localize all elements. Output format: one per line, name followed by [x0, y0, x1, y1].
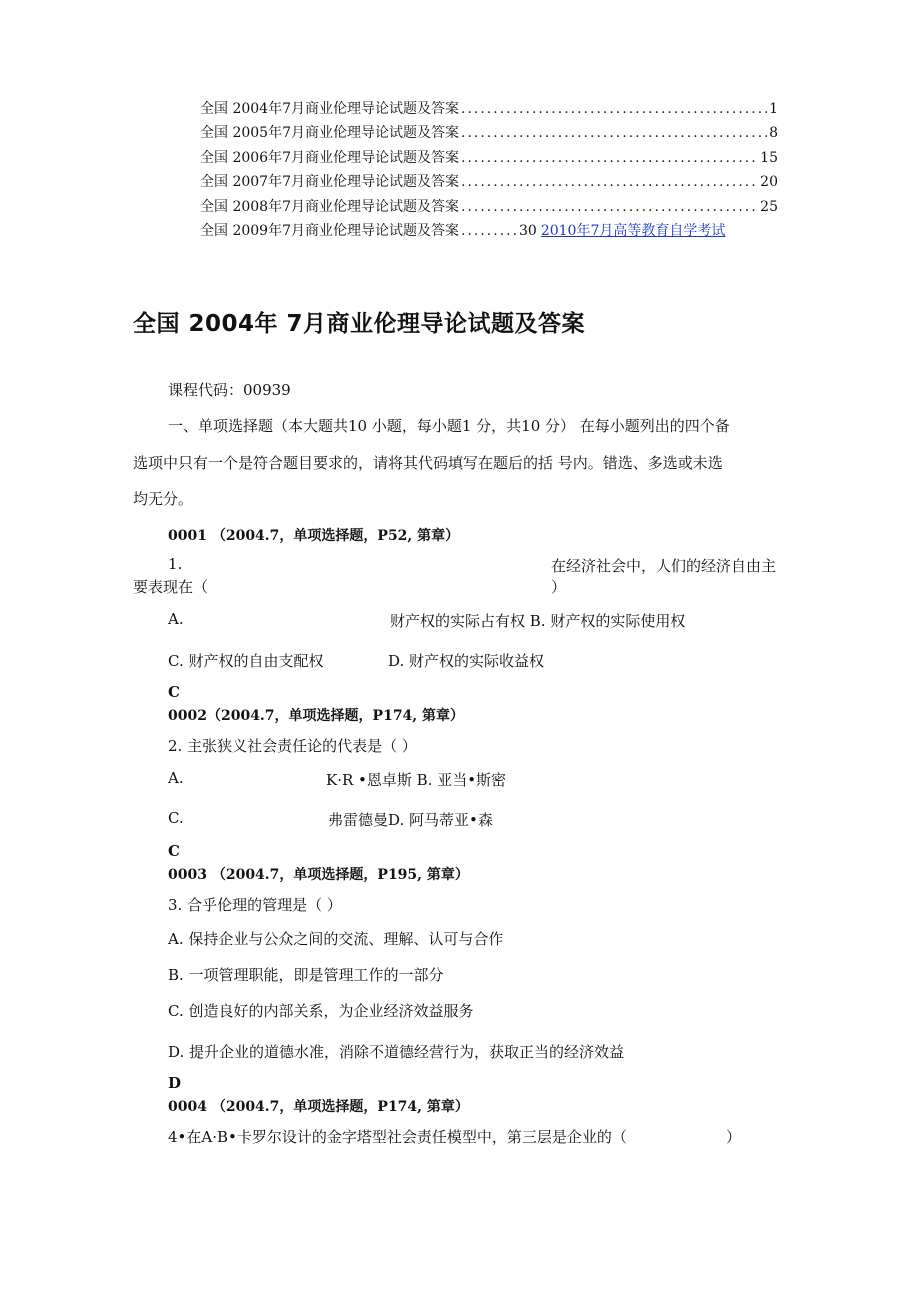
toc-dot-leader: [461, 101, 767, 117]
toc-link-2010-exam[interactable]: 2010年7月高等教育自学考试: [540, 222, 726, 239]
question-stem: 2. 主张狭义社会责任论的代表是（ ）: [168, 737, 417, 755]
instructions-line-1: 一、单项选择题（本大题共10 小题，每小题1 分，共10 分） 在每小题列出的四个备: [168, 417, 730, 435]
option-c-d: 弗雷德曼D. 阿马蒂亚•森: [328, 811, 493, 829]
instructions-line-2: 选项中只有一个是符合题目要求的，请将其代码填写在题后的括 号内。错选、多选或未选: [133, 454, 723, 472]
toc-dot-leader: [461, 150, 758, 166]
question-stem: 在经济社会中，人们的经济自由主: [551, 557, 777, 575]
option-a-label: A.: [168, 769, 184, 787]
question-bracket-close: ）: [551, 578, 567, 596]
toc-entry-title: 全国 2009年7月商业伦理导论试题及答案: [200, 222, 459, 239]
question-meta: 0002（2004.7，单项选择题，P174, 第章）: [168, 708, 465, 724]
option-a-b: K·R •恩卓斯 B. 亚当•斯密: [326, 771, 507, 789]
option-a-label: A.: [168, 610, 184, 628]
toc-dot-leader: [461, 199, 758, 215]
toc-dot-leader: [461, 125, 767, 141]
toc-entry-title: 全国 2005年7月商业伦理导论试题及答案: [200, 125, 459, 142]
question-stem-continued: 要表现在（: [133, 578, 209, 596]
question-stem: 4•在A·B•卡罗尔设计的金字塔型社会责任模型中，第三层是企业的（: [168, 1128, 627, 1146]
toc-entry[interactable]: [200, 196, 778, 220]
toc-entry-title: 全国 2004年7月商业伦理导论试题及答案: [200, 101, 459, 117]
toc-page-number: 15: [760, 149, 778, 166]
question-meta: 0004 （2004.7，单项选择题，P174, 第章）: [168, 1099, 469, 1115]
toc-page-number: 8: [769, 125, 778, 142]
option-c: C. 创造良好的内部关系，为企业经济效益服务: [168, 1002, 474, 1020]
toc-entry[interactable]: [200, 171, 778, 195]
toc-page-number: 1: [769, 101, 778, 117]
answer: C: [168, 842, 180, 860]
toc-entry[interactable]: [200, 122, 778, 146]
toc-entry-title: 全国 2006年7月商业伦理导论试题及答案: [200, 149, 459, 166]
toc-dot-leader: [461, 174, 758, 190]
option-d: D. 财产权的实际收益权: [388, 652, 545, 670]
option-c: C. 财产权的自由支配权: [168, 652, 324, 670]
question-stem: 3. 合乎伦理的管理是（ ）: [168, 896, 342, 914]
answer: D: [168, 1074, 182, 1092]
toc-page-number: 30: [519, 222, 537, 239]
toc-page-number: 25: [760, 198, 778, 215]
toc-dot-leader: [461, 223, 517, 239]
option-c-label: C.: [168, 809, 184, 827]
option-b: B. 一项管理职能，即是管理工作的一部分: [168, 966, 444, 984]
question-number: 1.: [168, 555, 183, 573]
option-a: A. 保持企业与公众之间的交流、理解、认可与合作: [168, 930, 504, 948]
instructions-line-3: 均无分。: [133, 490, 194, 508]
toc-page-number: 20: [760, 174, 778, 191]
toc-entry[interactable]: [200, 220, 778, 244]
answer: C: [168, 683, 180, 701]
toc-entry[interactable]: [200, 98, 778, 122]
question-meta: 0003 （2004.7，单项选择题，P195, 第章）: [168, 867, 469, 883]
toc-entry[interactable]: [200, 147, 778, 171]
question-bracket-close: ）: [726, 1128, 742, 1146]
course-code: 课程代码：00939: [168, 381, 291, 399]
question-meta: 0001 （2004.7，单项选择题，P52, 第章）: [168, 528, 460, 544]
table-of-contents: [200, 98, 778, 244]
toc-entry-title: 全国 2008年7月商业伦理导论试题及答案: [200, 198, 459, 215]
toc-entry-title: 全国 2007年7月商业伦理导论试题及答案: [200, 174, 459, 191]
page-title: 全国 2004年 7月商业伦理导论试题及答案: [133, 311, 586, 337]
option-a-b: 财产权的实际占有权 B. 财产权的实际使用权: [390, 612, 686, 630]
option-d: D. 提升企业的道德水准，消除不道德经营行为，获取正当的经济效益: [168, 1043, 625, 1061]
